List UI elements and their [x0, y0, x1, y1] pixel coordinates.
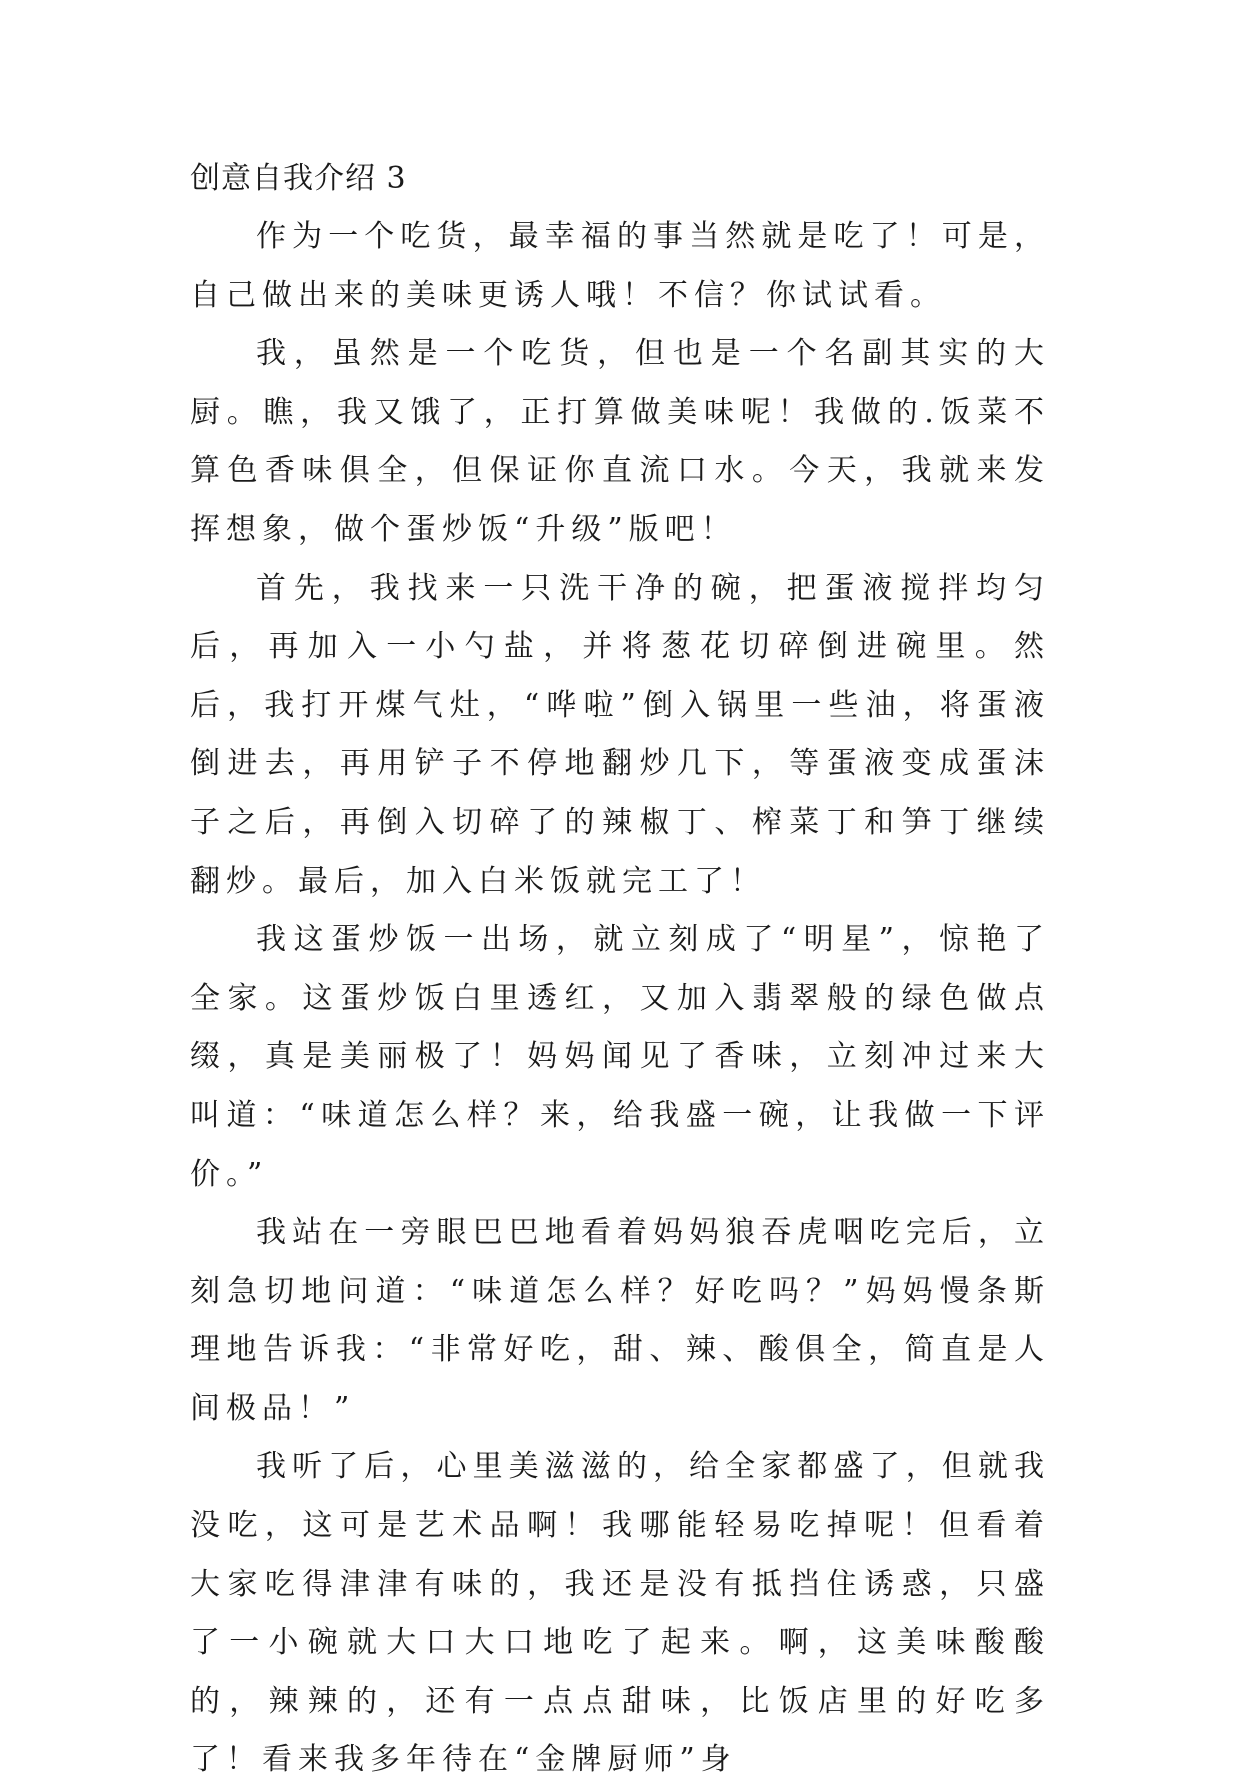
document-title: 创意自我介绍 3	[190, 161, 407, 196]
paragraph-5: 我站在一旁眼巴巴地看着妈妈狼吞虎咽吃完后，立刻急切地问道：“味道怎么样？好吃吗？”妈妈慢条斯理地告诉我：“非常好吃，甜、辣、酸俱全，简直是人间极品！”	[190, 1215, 1050, 1426]
document-body	[190, 150, 1050, 1790]
paragraph-3: 首先，我找来一只洗干净的碗，把蛋液搅拌均匀后，再加入一小勺盐，并将葱花切碎倒进碗里。然后，我打开煤气灶，“哗啦”倒入锅里一些油，将蛋液倒进去，再用铲子不停地翻炒几下，等蛋液变成蛋沫子之后，再倒入切碎了的辣椒丁、榨菜丁和笋丁继续翻炒。最后，加入白米饭就完工了！	[190, 570, 1050, 899]
paragraph-4: 我这蛋炒饭一出场，就立刻成了“明星”，惊艳了全家。这蛋炒饭白里透红，又加入翡翠般的绿色做点缀，真是美丽极了！妈妈闻见了香味，立刻冲过来大叫道：“味道怎么样？来，给我盛一碗，让我做一下评价。”	[190, 922, 1050, 1192]
paragraph-6: 我听了后，心里美滋滋的，给全家都盛了，但就我没吃，这可是艺术品啊！我哪能轻易吃掉呢！但看着大家吃得津津有味的，我还是没有抵挡住诱惑，只盛了一小碗就大口大口地吃了起来。啊，这美味酸酸的，辣辣的，还有一点点甜味，比饭店里的好吃多了！看来我多年待在“金牌厨师”身	[190, 1449, 1050, 1778]
paragraph-1: 作为一个吃货，最幸福的事当然就是吃了！可是，自己做出来的美味更诱人哦！不信？你试试看。	[190, 219, 1050, 313]
paragraph-2: 我，虽然是一个吃货，但也是一个名副其实的大厨。瞧，我又饿了，正打算做美味呢！我做的.饭菜不算色香味俱全，但保证你直流口水。今天，我就来发挥想象，做个蛋炒饭“升级”版吧！	[190, 336, 1050, 547]
